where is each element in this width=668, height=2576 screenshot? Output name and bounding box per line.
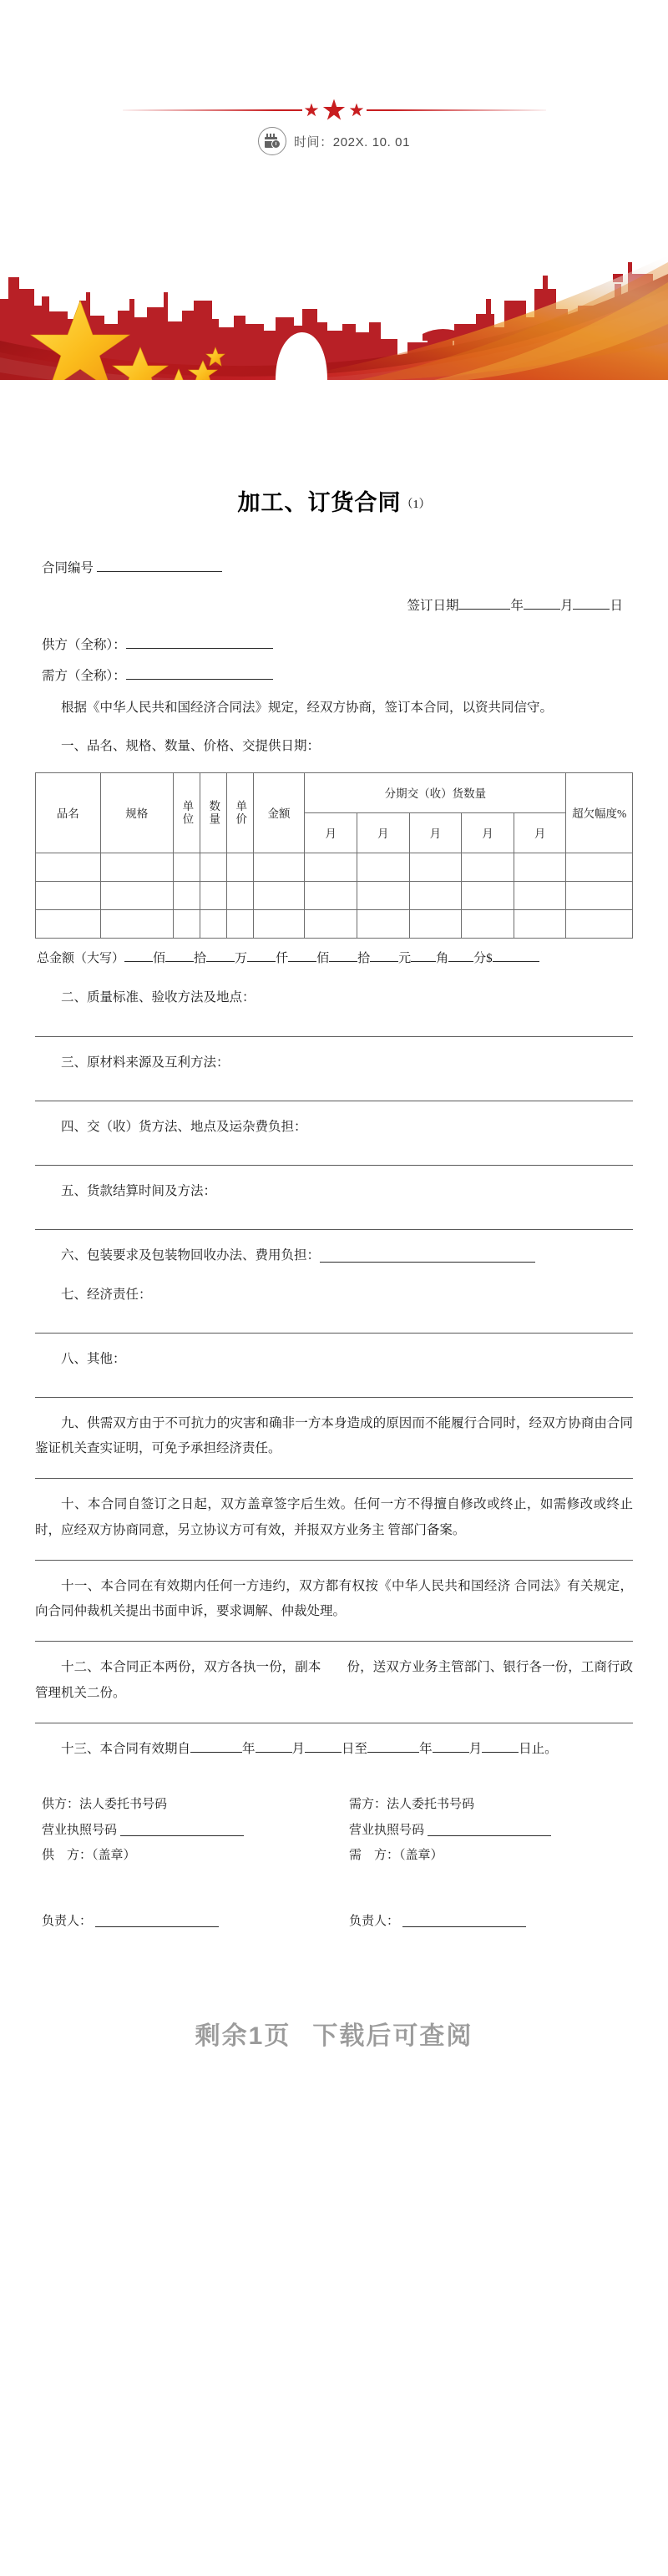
supplier-person-input[interactable] (95, 1926, 219, 1927)
star-icon (323, 99, 346, 122)
sign-date-row (35, 593, 633, 619)
clause-7-block (35, 1283, 633, 1334)
buyer-signature-column (334, 1792, 633, 1935)
supplier-label: 供方（全称）： (42, 638, 126, 652)
page-title (35, 484, 633, 517)
download-prompt[interactable] (35, 2015, 633, 2087)
goods-table (35, 772, 633, 939)
cell-overshort[interactable] (566, 853, 633, 881)
cell-name[interactable] (36, 881, 101, 909)
clause-6-text: 六、包装要求及包装物回收办法、费用负担： (61, 1248, 321, 1263)
cell-spec[interactable] (100, 881, 173, 909)
clause-13-month-unit-2: 月 (468, 1741, 483, 1756)
buyer-person-label: 负责人： (349, 1915, 400, 1929)
goods-table-body (36, 853, 633, 938)
total-blank-jiao[interactable] (411, 961, 436, 962)
supplier-input[interactable] (126, 648, 273, 649)
clause-8-block (35, 1347, 633, 1398)
star-divider (0, 94, 668, 127)
cell-qty[interactable] (200, 909, 226, 938)
calendar-clock-icon (258, 127, 286, 155)
clause-6-heading (35, 1243, 633, 1268)
cell-amount[interactable] (253, 909, 305, 938)
total-unit-3: 仟 (276, 951, 289, 965)
total-unit-6: 元 (398, 951, 412, 965)
cell-overshort[interactable] (566, 881, 633, 909)
download-action-label[interactable]: 下载后可查阅 (312, 2022, 473, 2050)
cell-overshort[interactable] (566, 909, 633, 938)
cell-name[interactable] (36, 853, 101, 881)
buyer-label: 需方（全称）： (42, 669, 126, 683)
cell-month-5[interactable] (514, 909, 566, 938)
cell-price[interactable] (226, 853, 253, 881)
cell-unit[interactable] (173, 881, 200, 909)
star-icon (350, 104, 364, 118)
clause-3-heading: 三、原材料来源及互利方法： (61, 1055, 230, 1070)
supplier-signature-column (35, 1792, 334, 1935)
clause-13-year-unit: 年 (242, 1741, 256, 1756)
clause-1-heading: 一、品名、规格、数量、价格、交提供日期： (61, 738, 321, 753)
cell-qty[interactable] (200, 853, 226, 881)
intro-paragraph: 根据《中华人民共和国经济合同法》规定，经双方协商，签订本合同，以资共同信守。 (61, 701, 554, 715)
buyer-authorization-label: 需方：法人委托书号码 (349, 1797, 475, 1811)
clause-11-rule (35, 1641, 633, 1642)
col-header-unit: 单位 (173, 772, 200, 853)
cell-month-3[interactable] (409, 881, 462, 909)
total-unit-8: 分 (473, 951, 487, 965)
clause-4-block (35, 1115, 633, 1166)
cell-amount[interactable] (253, 881, 305, 909)
total-blank-qian[interactable] (247, 961, 276, 962)
cell-month-1[interactable] (305, 853, 357, 881)
col-header-month-1: 月 (305, 812, 357, 853)
buyer-person-input[interactable] (402, 1926, 526, 1927)
clause-6-block (35, 1243, 633, 1268)
cell-month-3[interactable] (409, 909, 462, 938)
clause-13-prefix: 十三、本合同有效期自 (61, 1741, 191, 1756)
clause-10-rule (35, 1560, 633, 1561)
clause-11-text: 十一、本合同在有效期内任何一方违约，双方都有权按《中华人民共和国经济 合同法》有关规定，向合同仲裁机关提出书面申诉，要求调解、仲裁处理。 (35, 1578, 633, 1619)
col-header-installments: 分期交（收）货数量 (305, 772, 566, 812)
col-header-spec: 规格 (100, 772, 173, 853)
buyer-license-row (349, 1818, 633, 1844)
page-title-suffix: （1） (401, 498, 431, 511)
clause-5-block (35, 1179, 633, 1230)
clause-13-day-to: 日至 (342, 1741, 368, 1756)
buyer-person-row (349, 1909, 633, 1935)
col-header-month-3: 月 (409, 812, 462, 853)
cell-price[interactable] (226, 909, 253, 938)
total-amount-row (35, 946, 633, 973)
clause-2-block (35, 985, 633, 1036)
total-blank-yuan[interactable] (370, 961, 398, 962)
cell-month-2[interactable] (357, 909, 409, 938)
buyer-license-label: 营业执照号码 (349, 1823, 425, 1837)
total-amount-label: 总金额（大写） (37, 951, 125, 965)
clause-13-year-to-input[interactable] (367, 1752, 419, 1753)
divider-line-right (367, 109, 546, 111)
col-header-month-5: 月 (514, 812, 566, 853)
sign-date-day-input[interactable] (573, 609, 610, 610)
col-header-price: 单价 (226, 772, 253, 853)
total-blank-bai1[interactable] (124, 961, 153, 962)
cell-month-4[interactable] (462, 909, 514, 938)
cell-amount[interactable] (253, 853, 305, 881)
clause-3-block (35, 1050, 633, 1101)
cell-month-1[interactable] (305, 909, 357, 938)
skyline-flag-graphic (0, 175, 668, 380)
cell-spec[interactable] (100, 909, 173, 938)
sign-date-day-unit: 日 (610, 599, 623, 613)
cell-month-1[interactable] (305, 881, 357, 909)
clause-13-heading (35, 1737, 633, 1762)
clause-2-heading: 二、质量标准、验收方法及地点： (61, 990, 256, 1005)
clause-13-month-unit: 月 (291, 1741, 306, 1756)
col-header-amount: 金额 (253, 772, 305, 853)
buyer-row (35, 663, 633, 689)
table-row[interactable] (36, 853, 633, 881)
sign-date-year-unit: 年 (510, 599, 524, 613)
page-title-main: 加工、订货合同 (237, 490, 402, 515)
clause-7-heading: 七、经济责任： (61, 1287, 152, 1302)
divider-line-left (123, 109, 302, 111)
clause-9-block (35, 1411, 633, 1479)
currency-symbol: $ (486, 951, 493, 965)
table-row[interactable] (36, 909, 633, 938)
col-header-name: 品名 (36, 772, 101, 853)
total-unit-5: 拾 (357, 951, 371, 965)
cell-price[interactable] (226, 881, 253, 909)
clause-6-fill-input[interactable] (320, 1262, 535, 1263)
clause-9-rule (35, 1478, 633, 1479)
col-header-overshort: 超欠幅度% (566, 772, 633, 853)
clause-10-text: 十、本合同自签订之日起，双方盖章签字后生效。任何一方不得擅自修改或终止，如需修改或终止时，应经双方协商同意，另立协议方可有效，并报双方业务主 管部门备案。 (35, 1497, 633, 1537)
supplier-row (35, 632, 633, 658)
header-banner (0, 0, 668, 380)
cell-qty[interactable] (200, 881, 226, 909)
clause-13-month-to-input[interactable] (433, 1752, 469, 1753)
cell-name[interactable] (36, 909, 101, 938)
contract-number-label: 合同编号 (42, 561, 94, 575)
total-blank-shi1[interactable] (165, 961, 194, 962)
supplier-person-row (42, 1909, 334, 1935)
clause-10-block (35, 1492, 633, 1560)
col-header-qty: 数量 (200, 772, 226, 853)
buyer-seal-area[interactable] (349, 1869, 633, 1909)
total-blank-wan[interactable] (206, 961, 235, 962)
supplier-seal-area[interactable] (42, 1869, 334, 1909)
buyer-input[interactable] (126, 679, 273, 680)
clause-11-block (35, 1574, 633, 1642)
total-unit-1: 拾 (194, 951, 207, 965)
cell-month-5[interactable] (514, 853, 566, 881)
total-unit-7: 角 (436, 951, 449, 965)
contract-body (0, 484, 668, 2087)
cell-month-2[interactable] (357, 881, 409, 909)
clause-2-fill-line[interactable] (35, 1036, 633, 1037)
clause-9-text: 九、供需双方由于不可抗力的灾害和确非一方本身造成的原因而不能履行合同时，经双方协商由合同鉴证机关查实证明，可免予承担经济责任。 (35, 1415, 633, 1456)
sign-date-label: 签订日期 (407, 599, 459, 613)
clause-4-fill-line[interactable] (35, 1165, 633, 1166)
col-header-month-2: 月 (357, 812, 409, 853)
cell-month-2[interactable] (357, 853, 409, 881)
sign-date-month-unit: 月 (559, 599, 574, 613)
clause-4-heading: 四、交（收）货方法、地点及运杂费负担： (61, 1119, 307, 1134)
contract-number-input[interactable] (97, 571, 222, 572)
supplier-license-label: 营业执照号码 (42, 1823, 118, 1837)
date-label: 时间：202X. 10. 01 (293, 134, 411, 149)
col-header-month-4: 月 (462, 812, 514, 853)
total-blank-bai2[interactable] (288, 961, 316, 962)
supplier-authorization-label: 供方：法人委托书号码 (42, 1797, 168, 1811)
clause-8-heading: 八、其他： (61, 1351, 126, 1366)
cell-spec[interactable] (100, 853, 173, 881)
cell-month-4[interactable] (462, 853, 514, 881)
cell-month-3[interactable] (409, 853, 462, 881)
clause-13-month-from-input[interactable] (256, 1752, 292, 1753)
signature-section (35, 1792, 633, 1935)
cell-month-4[interactable] (462, 881, 514, 909)
cell-unit[interactable] (173, 853, 200, 881)
clause-12-block (35, 1655, 633, 1723)
total-unit-0: 佰 (153, 951, 166, 965)
clause-5-heading: 五、货款结算时间及方法： (61, 1184, 217, 1199)
clause-13-year-unit-2: 年 (419, 1741, 433, 1756)
table-row[interactable] (36, 881, 633, 909)
supplier-license-row (42, 1818, 334, 1844)
sign-date-month-input[interactable] (524, 609, 560, 610)
remaining-pages-label: 剩余1页 (195, 2022, 291, 2050)
supplier-license-input[interactable] (120, 1835, 244, 1836)
goods-table-head (36, 772, 633, 853)
total-blank-shi2[interactable] (329, 961, 357, 962)
clause-13-day-from-input[interactable] (305, 1752, 342, 1753)
star-icon (305, 104, 319, 118)
total-unit-2: 万 (235, 951, 248, 965)
buyer-license-input[interactable] (428, 1835, 551, 1836)
sign-date-year-input[interactable] (458, 609, 510, 610)
total-blank-fen[interactable] (448, 961, 473, 962)
buyer-seal-label: 需 方：（盖章） (349, 1849, 443, 1863)
supplier-person-label: 负责人： (42, 1915, 93, 1929)
clause-7-fill-line[interactable] (35, 1333, 633, 1334)
clause-13-end: 日止。 (519, 1741, 558, 1756)
clause-13-year-from-input[interactable] (190, 1752, 242, 1753)
cell-month-5[interactable] (514, 881, 566, 909)
total-unit-4: 佰 (316, 951, 330, 965)
clause-12-text: 十二、本合同正本两份，双方各执一份，副本 份，送双方业务主管部门、银行各一份，工商行政管理机关二份。 (35, 1660, 633, 1700)
clause-13-day-to-input[interactable] (482, 1752, 519, 1753)
table-header-row (36, 772, 633, 812)
clause-5-fill-line[interactable] (35, 1229, 633, 1230)
clause-8-fill-line[interactable] (35, 1397, 633, 1398)
cell-unit[interactable] (173, 909, 200, 938)
contract-number-row (35, 555, 633, 581)
date-row (0, 127, 668, 155)
total-blank-currency[interactable] (493, 961, 539, 962)
clause-13-block (35, 1737, 633, 1762)
supplier-seal-label: 供 方：（盖章） (42, 1849, 136, 1863)
